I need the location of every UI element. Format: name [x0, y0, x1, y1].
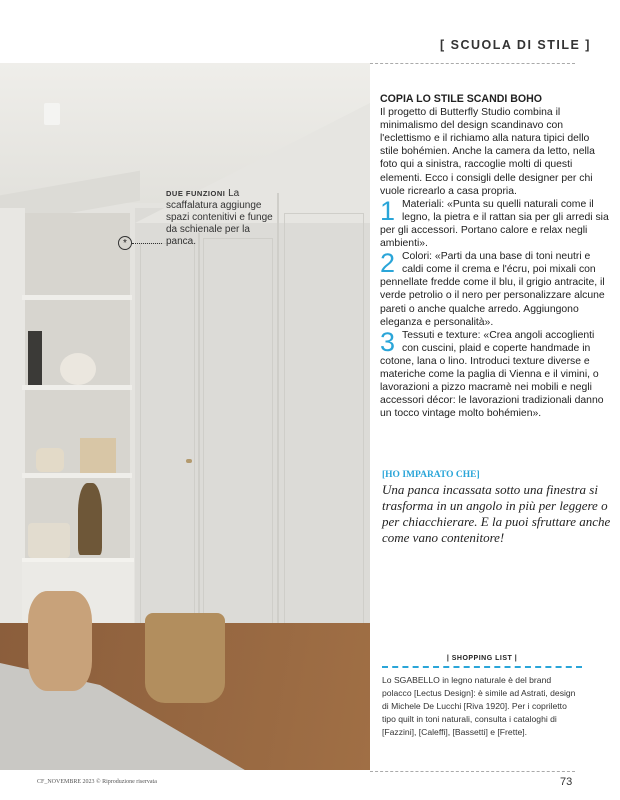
tip-text: Materiali: «Punta su quelli naturali come il legno, la pietra e il rattan sia per gli arredi sia per gli accessori. Portano calore e relax negli ambienti».	[380, 198, 609, 250]
shopping-label: | SHOPPING LIST |	[446, 655, 518, 662]
tip-3	[380, 326, 610, 421]
article-intro: Il progetto di Butterfly Studio combina il minimalismo del design scandinavo con l'eclettismo e il richiamo alla natura tipici dello stile bohémien. Anche la camera da letto, nella foto qui a sinistra, raccoglie molti di questi elementi. Ecco i consigli delle designer per chi vuole ricrearlo a casa propria.	[380, 107, 595, 197]
bedroom-photo	[0, 63, 370, 770]
divider	[382, 666, 582, 668]
asterisk-marker-icon: *	[118, 236, 132, 250]
tip-text: Colori: «Parti da una base di toni neutri e caldi come il crema e l'écru, poi mixali con pennellate fredde come il blu, il grigio antracite, il verde petrolio o il nero per personalizzare alcune pareti o anche qualche arredo. Aggiungono eleganza e personalità».	[380, 251, 605, 328]
caption-leader-line	[132, 243, 162, 244]
tip-2	[380, 250, 610, 329]
tip-text: Tessuti e texture: «Crea angoli accoglienti con cuscini, plaid e coperte handmade in cotone, lana o lino. Introduci texture diverse e materiche come la paglia di Vienna e il vimini, o lavorazioni a pizzo macramè nei mobili e negli accessori décor: le lavorazioni tradizionali danno un tocco vintage molto bohémien».	[380, 329, 604, 420]
tip-number: 3	[380, 326, 396, 357]
shopping-list	[382, 655, 582, 739]
divider	[370, 771, 575, 772]
tip-number: 1	[380, 195, 396, 226]
footer-credit: CF_NOVEMBRE 2023 © Riproduzione riservata	[37, 779, 157, 785]
divider	[370, 63, 575, 64]
caption-label: DUE FUNZIONI	[166, 189, 226, 198]
learned-box	[382, 470, 612, 546]
caption-text: La scaffalatura aggiunge spazi contenitivi e funge da schienale per la panca.	[166, 188, 273, 247]
shopping-text: Lo SGABELLO in legno naturale è del brand polacco [Lectus Design]: è simile ad Astrati, design di Michele De Lucchi [Riva 1920]. Per i copriletto tipo quilt in toni naturali, consulta i cataloghi di [Fazzini], [Caleffi], [Bassetti] e [Frette].	[382, 675, 576, 737]
section-header: [ SCUOLA DI STILE ]	[440, 38, 591, 52]
tip-1	[380, 195, 610, 250]
tip-number: 2	[380, 248, 396, 279]
article-column	[380, 93, 610, 420]
photo-caption	[166, 188, 276, 248]
page-number: 73	[560, 776, 573, 788]
learned-label: [HO IMPARATO CHE]	[382, 470, 480, 480]
learned-quote: Una panca incassata sotto una finestra si trasforma in un angolo in più per leggere o per chiacchierare. E la puoi sfruttare anche come vano contenitore!	[382, 482, 611, 545]
article-title: COPIA LO STILE SCANDI BOHO	[380, 93, 543, 105]
